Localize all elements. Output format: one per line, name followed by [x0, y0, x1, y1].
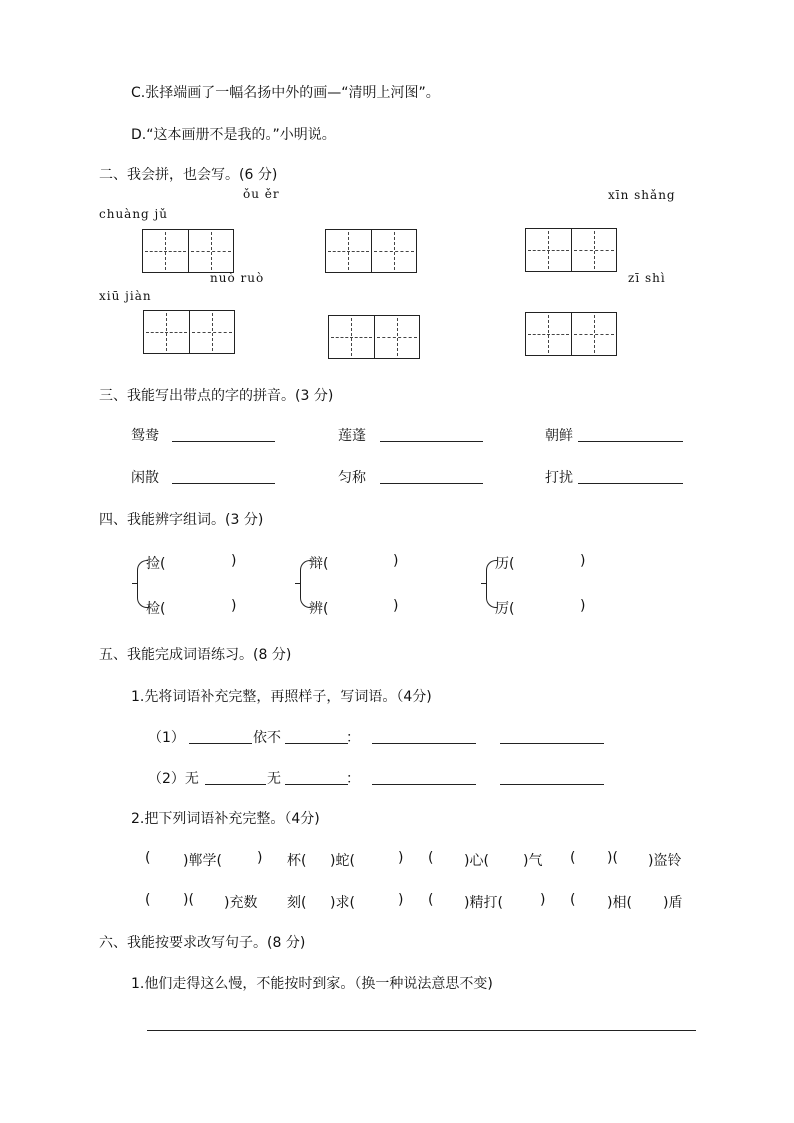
- idiom-fragment: ): [257, 850, 263, 866]
- word-chaoxian: 朝鲜: [545, 428, 573, 444]
- writing-box-4[interactable]: [143, 310, 235, 354]
- writing-box-1[interactable]: [142, 229, 234, 273]
- answer-blank[interactable]: [172, 483, 275, 484]
- word-yunchen: 匀称: [338, 470, 366, 486]
- q1b-middle: 无: [267, 771, 281, 787]
- idiom-fragment: )盾: [663, 895, 683, 911]
- idiom-fragment: )气: [523, 853, 543, 869]
- idiom-fragment: ): [398, 850, 404, 866]
- section-3-title: 三、我能写出带点的字的拼音。(3 分): [99, 388, 334, 404]
- close-paren: ): [231, 598, 237, 614]
- idiom-fragment: )求(: [330, 895, 355, 911]
- char-group-item: 辩(: [309, 556, 329, 572]
- answer-blank[interactable]: [189, 743, 252, 744]
- idiom-fragment: )盗铃: [648, 853, 682, 869]
- question-6-1: 1.他们走得这么慢，不能按时到家。（换一种说法意思不变): [131, 976, 493, 992]
- writing-box-6[interactable]: [525, 312, 617, 356]
- idiom-fragment: 杯(: [287, 853, 307, 869]
- idiom-fragment: (: [570, 850, 576, 866]
- option-d-text: D.“这本画册不是我的。”小明说。: [131, 127, 336, 143]
- answer-blank[interactable]: [380, 441, 483, 442]
- pinyin-xiu-jian: xiū jiàn: [99, 289, 152, 303]
- word-lianpeng: 莲蓬: [338, 428, 366, 444]
- idiom-fragment: (: [428, 850, 434, 866]
- answer-blank[interactable]: [372, 784, 476, 785]
- answer-blank[interactable]: [578, 441, 683, 442]
- word-yuanyang: 鸳鸯: [131, 428, 159, 444]
- pinyin-chuang-ju: chuàng jǔ: [99, 207, 169, 221]
- idiom-fragment: (: [570, 892, 576, 908]
- close-paren: ): [393, 598, 399, 614]
- idiom-fragment: )(: [607, 850, 618, 866]
- char-group-item: 捡(: [146, 556, 166, 572]
- writing-box-3[interactable]: [525, 228, 617, 272]
- idiom-fragment: )心(: [464, 853, 489, 869]
- answer-blank[interactable]: [205, 784, 266, 785]
- char-group-item: 辨(: [309, 601, 329, 617]
- answer-blank[interactable]: [285, 743, 348, 744]
- answer-blank[interactable]: [380, 483, 483, 484]
- char-group-item: 厉(: [495, 601, 515, 617]
- answer-blank[interactable]: [372, 743, 476, 744]
- idiom-fragment: ): [540, 892, 546, 908]
- word-darao: 打扰: [545, 470, 573, 486]
- idiom-fragment: (: [145, 850, 151, 866]
- q1a-number: （1）: [148, 730, 185, 746]
- idiom-fragment: )(: [183, 892, 194, 908]
- pinyin-ou-er: ǒu ěr: [243, 187, 280, 201]
- answer-blank[interactable]: [285, 784, 348, 785]
- word-xiansan: 闲散: [131, 470, 159, 486]
- q1b-number: （2）无: [148, 771, 199, 787]
- section-5-title: 五、我能完成词语练习。(8 分): [99, 647, 292, 663]
- char-group-item: 历(: [495, 556, 515, 572]
- pinyin-zi-shi: zī shì: [628, 271, 666, 285]
- answer-blank[interactable]: [500, 743, 604, 744]
- char-group-item: 检(: [146, 601, 166, 617]
- close-paren: ): [231, 553, 237, 569]
- idiom-fragment: )相(: [607, 895, 632, 911]
- answer-line[interactable]: [147, 1030, 696, 1031]
- close-paren: ): [393, 553, 399, 569]
- colon: ：: [346, 771, 360, 787]
- close-paren: ): [580, 553, 586, 569]
- question-5-1: 1.先将词语补充完整，再照样子，写词语。（4分): [131, 689, 432, 705]
- section-4-title: 四、我能辨字组词。(3 分): [99, 512, 264, 528]
- idiom-fragment: 刻(: [287, 895, 307, 911]
- idiom-fragment: )蛇(: [330, 853, 355, 869]
- colon: ：: [346, 730, 360, 746]
- answer-blank[interactable]: [500, 784, 604, 785]
- idiom-fragment: (: [428, 892, 434, 908]
- idiom-fragment: )精打(: [464, 895, 503, 911]
- writing-box-5[interactable]: [328, 315, 420, 359]
- question-5-2: 2.把下列词语补充完整。（4分): [131, 811, 320, 827]
- writing-box-2[interactable]: [325, 229, 417, 273]
- q1a-middle: 依不: [253, 730, 281, 746]
- idiom-fragment: ): [398, 892, 404, 908]
- answer-blank[interactable]: [578, 483, 683, 484]
- answer-blank[interactable]: [172, 441, 275, 442]
- idiom-fragment: (: [145, 892, 151, 908]
- pinyin-xin-shang: xīn shǎng: [608, 188, 676, 202]
- section-6-title: 六、我能按要求改写句子。(8 分): [99, 935, 306, 951]
- option-c-text: C.张择端画了一幅名扬中外的画—“清明上河图”。: [131, 85, 440, 101]
- idiom-fragment: )充数: [224, 895, 258, 911]
- idiom-fragment: )郸学(: [183, 853, 222, 869]
- section-2-title: 二、我会拼，也会写。(6 分): [99, 167, 278, 183]
- close-paren: ): [580, 598, 586, 614]
- pinyin-nuo-ruo: nuò ruò: [210, 271, 265, 285]
